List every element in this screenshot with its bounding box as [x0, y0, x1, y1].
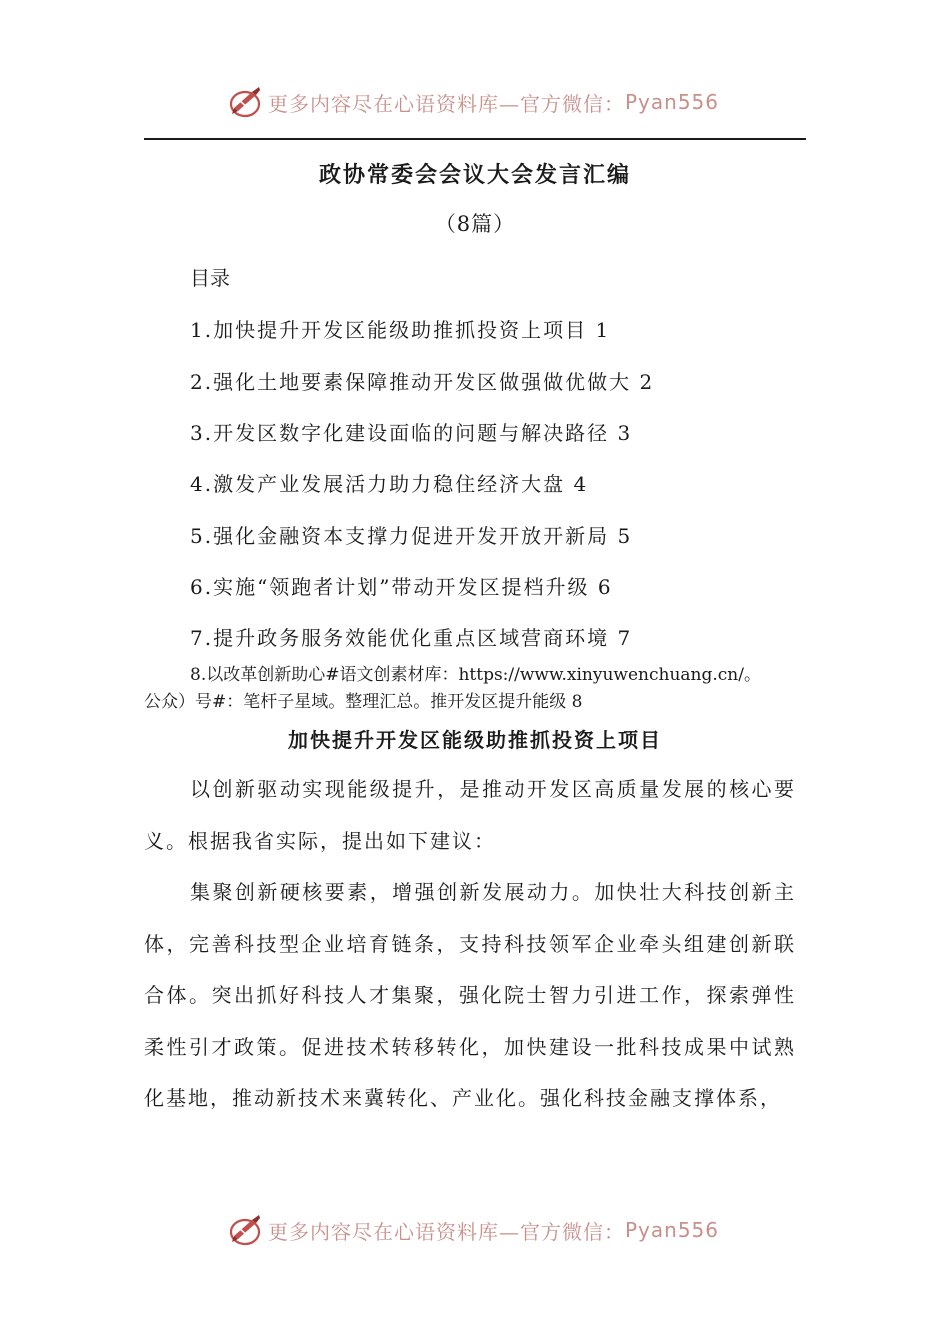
banner-text: 更多内容尽在心语资料库—官方微信： [268, 91, 625, 116]
document-count: （8篇） [434, 212, 516, 236]
document-title: 政协常委会会议大会发言汇编 [318, 162, 631, 188]
toc-item: 4.激发产业发展活力助力稳住经济大盘 4 [190, 472, 589, 496]
banner-wechat-id: Pyan556 [625, 1218, 720, 1242]
pen-logo-icon [228, 1212, 264, 1248]
header-banner [0, 84, 950, 124]
banner-wechat-id: Pyan556 [625, 90, 720, 114]
banner-text: 更多内容尽在心语资料库—官方微信： [268, 1219, 625, 1244]
toc-item-8-line1: 8.以改革创新助心#语文创素材库：https://www.xinyuwenchuang.cn/。 [190, 665, 761, 685]
footer-banner [0, 1212, 950, 1252]
section-title: 加快提升开发区能级助推抓投资上项目 [288, 728, 662, 752]
toc-item: 1.加快提升开发区能级助推抓投资上项目 1 [190, 318, 611, 342]
toc-item: 6.实施“领跑者计划”带动开发区提档升级 6 [190, 575, 613, 599]
pen-logo-icon [228, 84, 264, 120]
paragraph: 集聚创新硬核要素，增强创新发展动力。加快壮大科技创新主体，完善科技型企业培育链条，支持科技领军企业牵头组建创新联合体。突出抓好科技人才集聚，强化院士智力引进工作，探索弹性柔性引才政策。促进技术转移转化，加快建设一批科技成果中试熟化基地，推动新技术来冀转化、产业化。强化科技金融支撑体系， [144, 880, 796, 1110]
toc-item: 2.强化土地要素保障推动开发区做强做优做大 2 [190, 370, 655, 394]
section-body [144, 764, 796, 1125]
toc-item: 5.强化金融资本支撑力促进开发开放开新局 5 [190, 524, 633, 548]
toc-heading: 目录 [190, 266, 230, 290]
paragraph: 以创新驱动实现能级提升，是推动开发区高质量发展的核心要义。根据我省实际，提出如下建议： [144, 777, 796, 853]
toc-item: 3.开发区数字化建设面临的问题与解决路径 3 [190, 421, 633, 445]
toc-item: 7.提升政务服务效能优化重点区域营商环境 7 [190, 626, 633, 650]
header-divider [144, 138, 806, 140]
toc-item-8-line2: 公众）号#：笔杆子星域。整理汇总。推开发区提升能级 8 [144, 692, 583, 712]
